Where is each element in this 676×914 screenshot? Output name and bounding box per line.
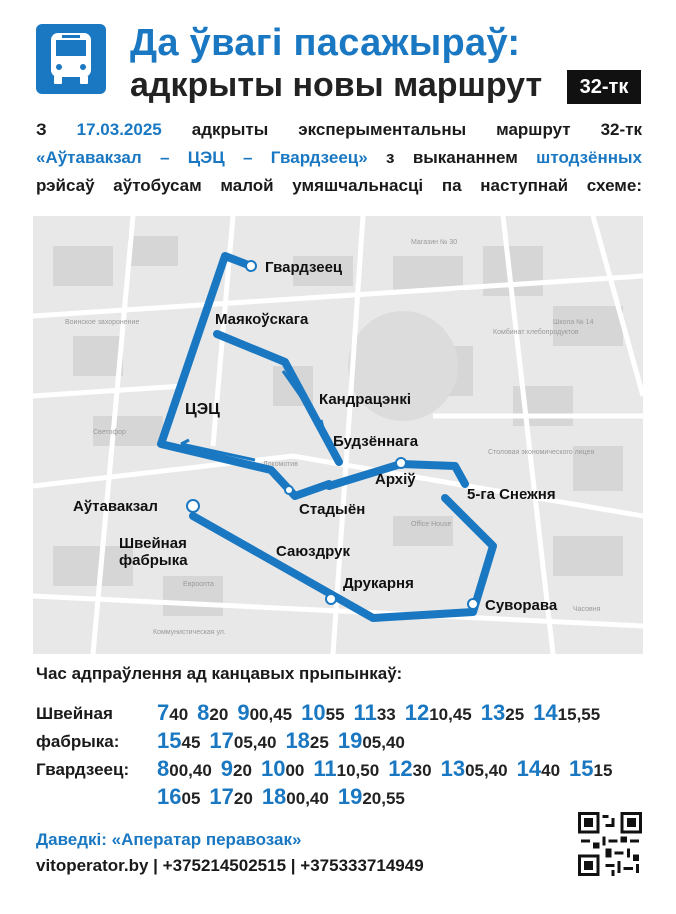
stop-label: Гвардзеец [265, 259, 343, 276]
route-badge: 32-тк [567, 70, 641, 104]
departure-hour: 10 [260, 756, 286, 781]
departure-minutes: 40 [541, 761, 561, 780]
schedule-row [157, 728, 414, 754]
departure-hour: 13 [480, 700, 506, 725]
departure-minutes: 20 [233, 761, 252, 780]
departure-time [157, 756, 212, 781]
schedule-row [157, 784, 414, 810]
departure-time [440, 756, 508, 781]
departure-time [261, 784, 329, 809]
stop-label: Будзённага [333, 433, 419, 450]
intro-date: 17.03.2025 [76, 120, 162, 139]
departure-hour: 9 [220, 756, 234, 781]
departure-time [157, 784, 201, 809]
departure-hour: 15 [157, 728, 182, 753]
intro-text: З [36, 120, 47, 139]
departure-time [404, 700, 472, 725]
departure-minutes: 20 [209, 705, 229, 724]
stop-label: Саюздрук [276, 543, 350, 560]
departure-hour: 11 [313, 756, 337, 781]
departure-hour: 16 [157, 784, 182, 809]
schedule-label-shveinaya-2: фабрыка: [36, 732, 120, 751]
departure-minutes: 20 [233, 789, 253, 808]
departure-time [260, 756, 305, 781]
departure-time [569, 756, 613, 781]
stop-label: Суворава [485, 597, 558, 614]
qr-code-icon[interactable] [578, 812, 642, 876]
departure-hour: 14 [516, 756, 542, 781]
departure-minutes: 55 [325, 705, 345, 724]
departure-time [285, 728, 329, 753]
departure-minutes: 10,45 [429, 705, 472, 724]
svg-text:Локомотив: Локомотив [263, 461, 298, 468]
contact-separator: | [153, 856, 158, 875]
page-subtitle: адкрыты новы маршрут [130, 66, 543, 104]
departure-time [353, 700, 396, 725]
departure-hour: 18 [261, 784, 287, 809]
departure-minutes: 33 [376, 705, 396, 724]
departure-hour: 8 [197, 700, 210, 725]
stop-label: ЦЭЦ [185, 401, 220, 418]
svg-text:Столовая экономического лицея: Столовая экономического лицея [488, 449, 595, 456]
contacts-line [36, 856, 424, 876]
schedule-row [157, 756, 621, 782]
stop-label: Маякоўскага [215, 311, 309, 328]
departure-hour: 8 [157, 756, 170, 781]
departure-minutes: 00,40 [169, 761, 212, 780]
departure-time [197, 700, 229, 725]
departure-hour: 13 [440, 756, 466, 781]
departure-minutes: 15,55 [557, 705, 601, 724]
departure-time [209, 784, 253, 809]
departure-time [388, 756, 432, 781]
departure-time [209, 728, 277, 753]
svg-text:Евроопта: Евроопта [183, 581, 214, 588]
departure-hour: 12 [404, 700, 430, 725]
departure-minutes: 10,50 [336, 761, 380, 780]
departure-minutes: 05,40 [465, 761, 508, 780]
svg-text:Школа № 14: Школа № 14 [553, 319, 594, 326]
departure-hour: 14 [533, 700, 558, 725]
departure-minutes: 25 [505, 705, 525, 724]
departure-minutes: 05 [181, 789, 201, 808]
departure-minutes: 15 [593, 761, 613, 780]
svg-text:Светофор: Светофор [93, 429, 126, 436]
contact-phone-1[interactable]: +375214502515 [162, 856, 287, 875]
stop-label: Друкарня [343, 575, 414, 592]
contact-phone-2[interactable]: +375333714949 [300, 856, 424, 875]
svg-text:Коммунистическая ул.: Коммунистическая ул. [153, 629, 226, 636]
page-title: Да ўвагі пасажыраў: [130, 22, 521, 64]
bus-icon [36, 24, 106, 94]
stop-label: Кандрацэнкі [319, 391, 412, 408]
departure-hour: 19 [337, 728, 363, 753]
departure-minutes: 00 [285, 761, 305, 780]
intro-line-1 [36, 116, 642, 144]
schedule-label-shveinaya-1: Швейная [36, 704, 113, 723]
departure-time [516, 756, 561, 781]
departure-time [157, 728, 201, 753]
schedule-heading: Час адпраўлення ад канцавых прыпынкаў: [36, 664, 403, 683]
departure-time [237, 700, 293, 725]
svg-text:Магазин № 30: Магазин № 30 [411, 239, 458, 246]
departure-minutes: 05,40 [362, 733, 405, 752]
stop-label: Швейная [119, 535, 187, 552]
svg-text:Часовня: Часовня [573, 606, 601, 613]
departure-time [313, 756, 380, 781]
departure-hour: 15 [569, 756, 594, 781]
intro-text: адкрыты эксперыментальны маршрут 32-тк [191, 120, 642, 139]
intro-line-3: рэйсаў аўтобусам малой умяшчальнасці па наступнай схеме: [36, 176, 642, 195]
stop-label: 5-га Снежня [467, 486, 556, 503]
intro-text: з выкананнем [386, 148, 518, 167]
departure-minutes: 25 [309, 733, 329, 752]
departure-minutes: 00,40 [286, 789, 329, 808]
departure-hour: 10 [301, 700, 326, 725]
stop-label: Аўтавакзал [73, 498, 158, 515]
departure-minutes: 30 [412, 761, 432, 780]
departure-hour: 9 [237, 700, 250, 725]
departure-hour: 17 [209, 728, 234, 753]
svg-text:Office House: Office House [411, 521, 452, 528]
departure-time [337, 728, 405, 753]
contact-separator: | [290, 856, 296, 875]
route-map [33, 216, 643, 654]
svg-text:Комбинат хлебопродуктов: Комбинат хлебопродуктов [493, 329, 579, 336]
departure-hour: 7 [157, 700, 170, 725]
departure-hour: 11 [353, 700, 377, 725]
stop-label: фабрыка [119, 552, 188, 569]
departure-minutes: 45 [181, 733, 201, 752]
intro-route-name: «Аўтавакзал – ЦЭЦ – Гвардзеец» [36, 148, 368, 167]
departure-hour: 12 [388, 756, 413, 781]
contact-site[interactable]: vitoperator.by [36, 856, 149, 875]
schedule-label-gvardzeets: Гвардзеец: [36, 760, 130, 779]
schedule-row [157, 700, 609, 726]
departure-minutes: 00,45 [249, 705, 293, 724]
svg-text:Воинское захоронение: Воинское захоронение [65, 319, 140, 326]
departure-time [533, 700, 601, 725]
intro-line-2 [36, 144, 642, 172]
intro-daily: штодзённых [536, 148, 643, 167]
departure-hour: 18 [285, 728, 310, 753]
stop-label: Стадыён [299, 501, 366, 518]
departure-time [337, 784, 405, 809]
departure-time [301, 700, 345, 725]
departure-hour: 17 [209, 784, 234, 809]
route-map-svg [33, 216, 643, 654]
departure-hour: 19 [337, 784, 363, 809]
stop-label: Архіў [375, 471, 416, 488]
contacts-title: Даведкі: «Аператар перавозак» [36, 830, 302, 849]
departure-minutes: 20,55 [362, 789, 405, 808]
departure-time [480, 700, 525, 725]
departure-minutes: 05,40 [233, 733, 277, 752]
departure-time [220, 756, 252, 781]
departure-time [157, 700, 189, 725]
departure-minutes: 40 [169, 705, 189, 724]
